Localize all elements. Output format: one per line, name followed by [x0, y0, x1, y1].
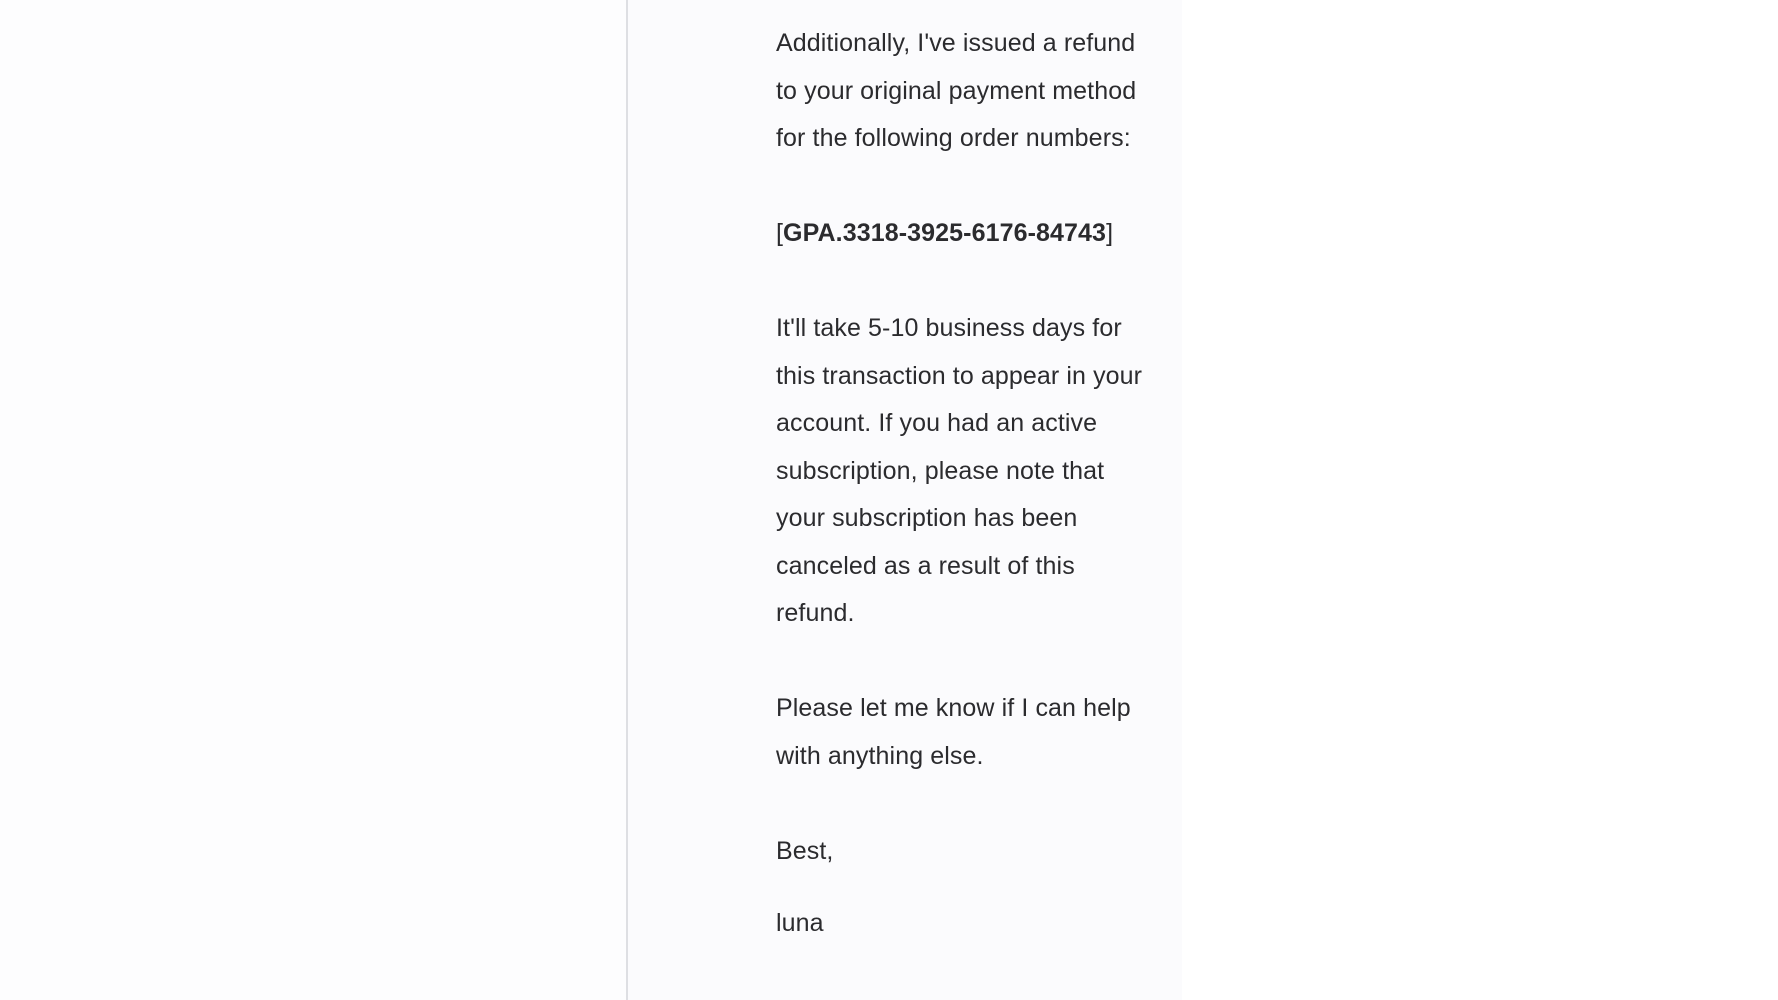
order-number-line	[776, 210, 1156, 258]
email-signature: luna	[776, 909, 824, 937]
order-open-bracket: [	[776, 219, 784, 247]
right-pane	[1182, 0, 1778, 1000]
order-number: GPA.3318-3925-6176-84743	[783, 219, 1107, 247]
help-offer-paragraph: Please let me know if I can help with anything else.	[776, 694, 1131, 770]
email-signoff: Best,	[776, 836, 834, 865]
refund-timeline-paragraph: It'll take 5-10 business days for this transaction to appear in your account. If you had an active subscription, please note that your subscription has been canceled as a result of this refund.	[776, 314, 1143, 627]
left-pane	[0, 0, 626, 1000]
email-body	[776, 20, 1156, 948]
refund-intro-paragraph: Additionally, I've issued a refund to your original payment method for the following order numbers:	[776, 29, 1137, 152]
order-close-bracket: ]	[1106, 219, 1114, 247]
